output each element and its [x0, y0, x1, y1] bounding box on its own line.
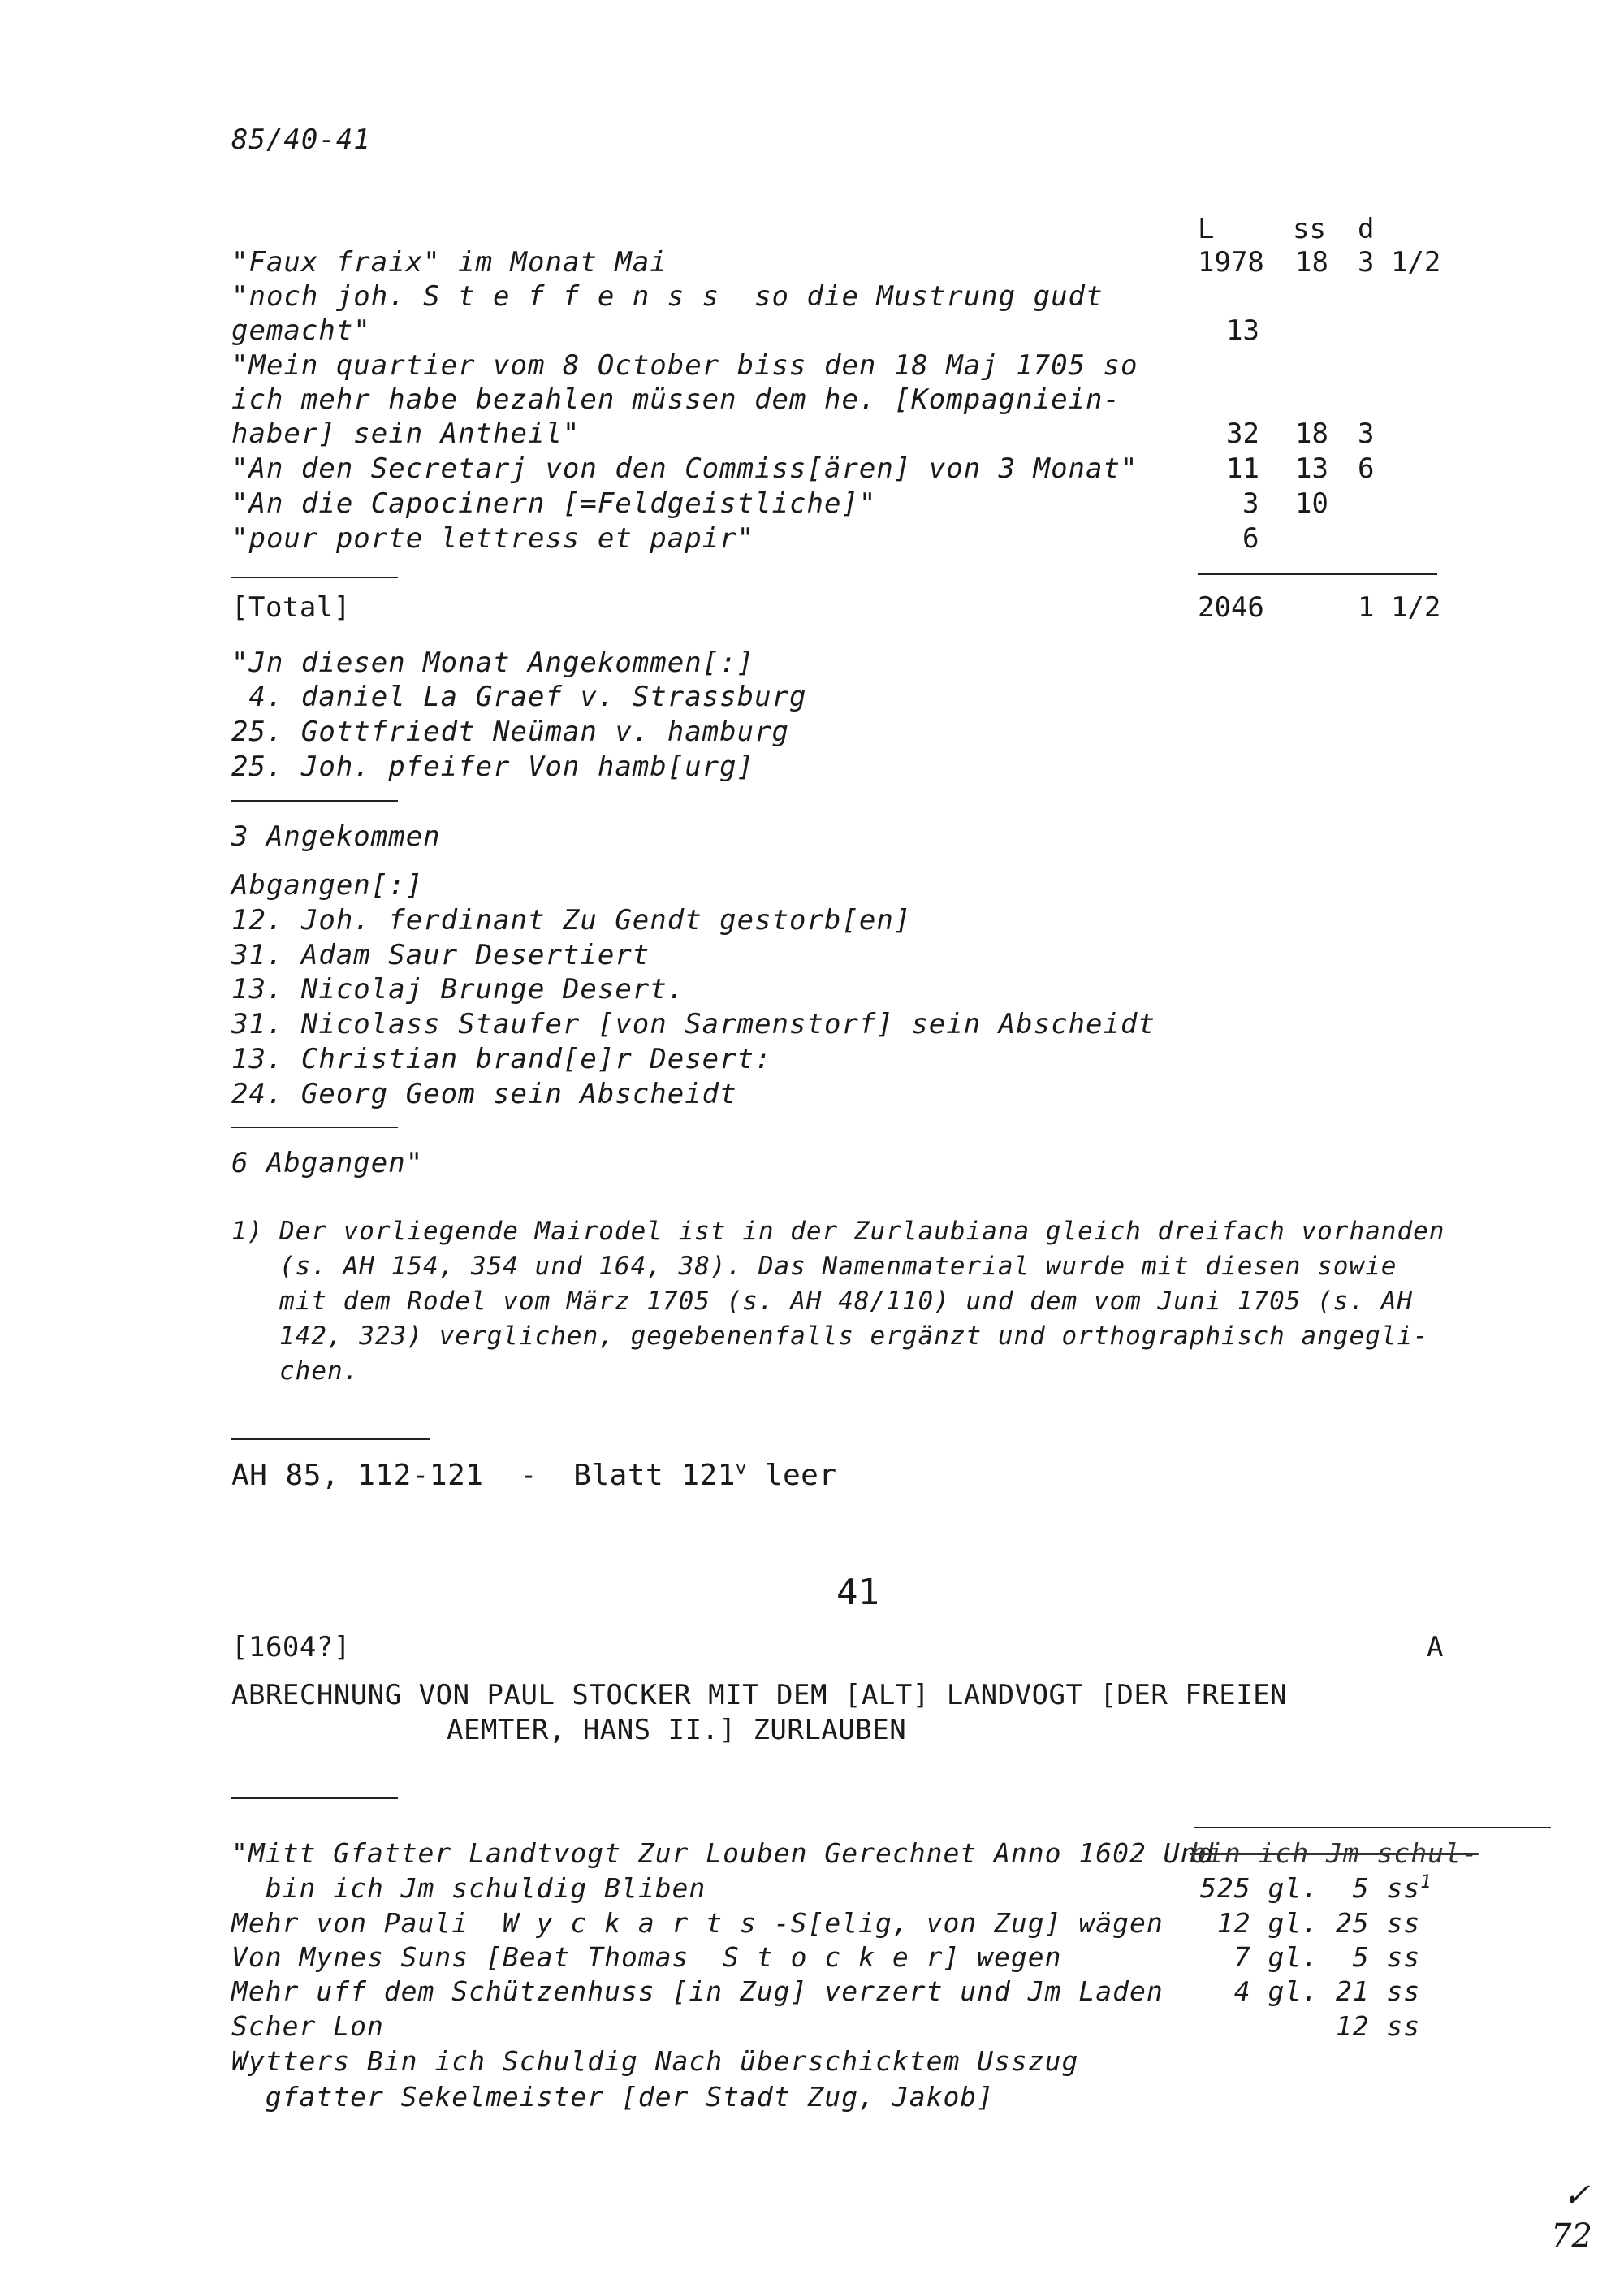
entry-text: "Faux fraix" im Monat Mai: [231, 246, 667, 279]
footnote-marker: 1: [1420, 1872, 1432, 1892]
entry-l: 11: [1226, 452, 1259, 485]
divider-rule: [231, 577, 398, 578]
departure-item: 31. Adam Saur Desertiert: [231, 939, 650, 971]
account-line: Wytters Bin ich Schuldig Nach überschicktem Usszug: [231, 2045, 1079, 2077]
total-label: [Total]: [231, 591, 351, 624]
document-number: 41: [836, 1572, 879, 1613]
source-tail: leer: [746, 1459, 837, 1492]
document-title-cont: AEMTER, HANS II.] ZURLAUBEN: [447, 1714, 907, 1746]
account-amount: 12 gl. 25 ss: [1200, 1907, 1421, 1939]
document-date: [1604?]: [231, 1631, 351, 1663]
entry-text: "noch joh. S t e f f e n s s so die Mustrung gudt: [231, 280, 1104, 313]
account-amount: 7 gl. 5 ss: [1200, 1941, 1421, 1973]
col-header-ss: ss: [1293, 213, 1326, 245]
footnote-line: chen.: [231, 1356, 360, 1386]
page-reference: 85/40-41: [231, 123, 371, 156]
entry-ss: 13: [1295, 452, 1328, 485]
entry-ss: 18: [1295, 417, 1328, 450]
entry-l: 13: [1226, 314, 1259, 347]
entry-l: 32: [1226, 417, 1259, 450]
departures-title: Abgangen[:]: [231, 869, 424, 902]
document-title: ABRECHNUNG VON PAUL STOCKER MIT DEM [ALT] LANDVOGT [DER FREIEN: [231, 1679, 1288, 1711]
entry-l: 1978: [1198, 246, 1264, 279]
footnote-line: 1) Der vorliegende Mairodel ist in der Zurlaubiana gleich dreifach vorhanden: [231, 1217, 1445, 1246]
footnote-line: 142, 323) verglichen, gegebenenfalls ergänzt und orthographisch angegli-: [231, 1322, 1429, 1351]
account-line: bin ich Jm schuldig Bliben: [231, 1872, 706, 1904]
amount-value: 525 gl. 5 ss: [1200, 1872, 1421, 1904]
arrival-item: 4. daniel La Graef v. Strassburg: [231, 681, 807, 713]
divider-rule: [231, 1797, 398, 1799]
departure-item: 31. Nicolass Staufer [von Sarmenstorf] sein Abscheidt: [231, 1008, 1155, 1040]
entry-text: gemacht": [231, 314, 371, 347]
source-superscript: v: [735, 1459, 747, 1479]
departure-item: 13. Nicolaj Brunge Desert.: [231, 973, 685, 1006]
account-amount: 12 ss: [1200, 2010, 1421, 2042]
entry-ss: 10: [1295, 487, 1328, 520]
handwritten-page-number: 72: [1551, 2217, 1592, 2255]
arrivals-title: "Jn diesen Monat Angekommen[:]: [231, 647, 755, 679]
entry-text: "An die Capocinern [=Feldgeistliche]": [231, 487, 877, 520]
entry-l: 6: [1242, 522, 1259, 555]
departures-count: 6 Abgangen": [231, 1147, 424, 1179]
account-line: Scher Lon: [231, 2010, 384, 2042]
source-text: AH 85, 112-121 - Blatt 121: [231, 1459, 736, 1492]
entry-text: "An den Secretarj von den Commiss[ären] von 3 Monat": [231, 452, 1138, 485]
departure-item: 13. Christian brand[e]r Desert:: [231, 1043, 772, 1075]
arrival-item: 25. Joh. pfeifer Von hamb[urg]: [231, 751, 755, 783]
checkmark-icon: ✓: [1563, 2177, 1591, 2214]
divider-rule: [1194, 1827, 1551, 1828]
divider-rule: [1198, 573, 1437, 575]
departure-item: 24. Georg Geom sein Abscheidt: [231, 1078, 737, 1110]
document-marker: A: [1427, 1631, 1444, 1663]
col-header-l: L: [1198, 213, 1215, 245]
footnote-line: (s. AH 154, 354 und 164, 38). Das Namenmaterial wurde mit diesen sowie: [231, 1252, 1397, 1281]
divider-rule: [231, 1438, 430, 1440]
account-line: Von Mynes Suns [Beat Thomas S t o c k e r] wegen: [231, 1941, 1062, 1973]
account-line: "Mitt Gfatter Landtvogt Zur Louben Gerechnet Anno 1602 Und: [231, 1837, 1215, 1869]
entry-text: haber] sein Antheil": [231, 417, 581, 450]
entry-text: ich mehr habe bezahlen müssen dem he. [Kompagniein-: [231, 383, 1121, 416]
account-amount: bin ich Jm schul-: [1190, 1837, 1479, 1869]
entry-text: "pour porte lettress et papir": [231, 522, 755, 555]
departure-item: 12. Joh. ferdinant Zu Gendt gestorb[en]: [231, 904, 912, 937]
account-amount: 4 gl. 21 ss: [1200, 1975, 1421, 2007]
col-header-d: d: [1358, 213, 1375, 245]
divider-rule: [231, 800, 398, 802]
account-line: Mehr von Pauli W y c k a r t s -S[elig, von Zug] wägen: [231, 1907, 1164, 1939]
account-line: Mehr uff dem Schützenhuss [in Zug] verzert und Jm Laden: [231, 1975, 1164, 2007]
footnote-line: mit dem Rodel vom März 1705 (s. AH 48/110) und dem vom Juni 1705 (s. AH: [231, 1287, 1414, 1316]
total-l: 2046: [1198, 591, 1264, 624]
entry-text: "Mein quartier vom 8 October biss den 18 Maj 1705 so: [231, 349, 1138, 382]
source-reference: [231, 1459, 837, 1492]
account-line: gfatter Sekelmeister [der Stadt Zug, Jakob]: [231, 2081, 995, 2113]
entry-l: 3: [1242, 487, 1259, 520]
total-d: 1 1/2: [1358, 591, 1441, 624]
entry-ss: 18: [1295, 246, 1328, 279]
arrival-item: 25. Gottfriedt Neüman v. hamburg: [231, 716, 790, 748]
account-amount: [1200, 1872, 1432, 1904]
arrivals-count: 3 Angekommen: [231, 820, 441, 853]
entry-d: 3: [1358, 417, 1375, 450]
divider-rule: [231, 1127, 398, 1128]
entry-d: 6: [1358, 452, 1375, 485]
entry-d: 3 1/2: [1358, 246, 1441, 279]
